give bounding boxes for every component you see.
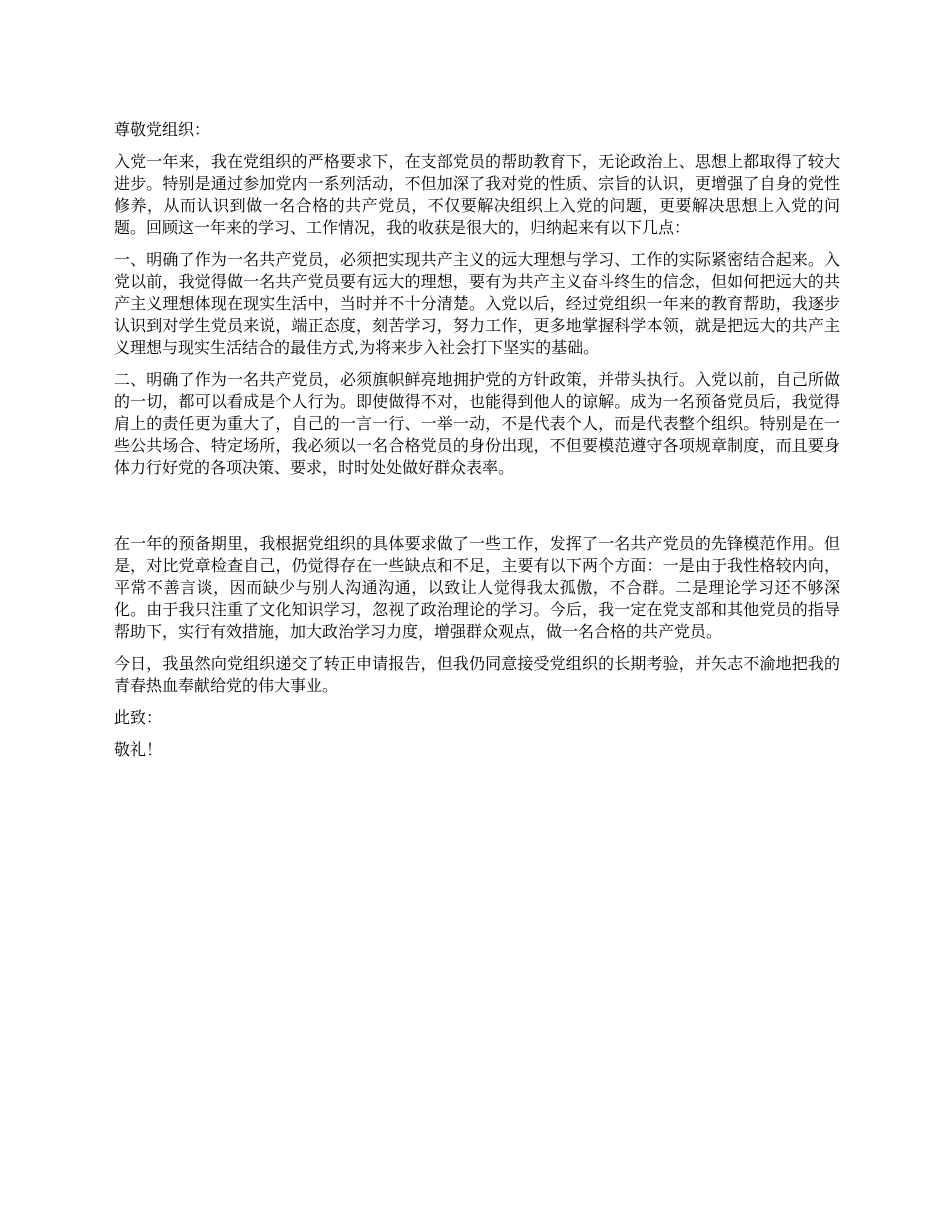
letter-body bbox=[114, 119, 840, 771]
paragraph-point-two: 二、明确了作为一名共产党员，必须旗帜鲜亮地拥护党的方针政策，并带头执行。入党以前，自己所做的一切，都可以看成是个人行为。即使做得不对，也能得到他人的谅解。成为一名预备党员后，我觉得肩上的责任更为重大了，自己的一言一行、一举一动，不是代表个人，而是代表整个组织。特别是在一些公共场合、特定场所，我必须以一名合格党员的身份出现，不但要模范遵守各项规章制度，而且要身体力行好党的各项决策、要求，时时处处做好群众表率。 bbox=[114, 370, 840, 477]
paragraph-self-review: 在一年的预备期里，我根据党组织的具体要求做了一些工作，发挥了一名共产党员的先锋模范作用。但是，对比党章检查自己，仍觉得存在一些缺点和不足，主要有以下两个方面：一是由于我性格较内向，平常不善言谈，因而缺少与别人沟通沟通，以致让人觉得我太孤傲，不合群。二是理论学习还不够深化。由于我只注重了文化知识学习，忽视了政治理论的学习。今后，我一定在党支部和其他党员的指导帮助下，实行有效措施，加大政治学习力度，增强群众观点，做一名合格的共产党员。 bbox=[114, 534, 840, 641]
paragraph-point-one: 一、明确了作为一名共产党员，必须把实现共产主义的远大理想与学习、工作的实际紧密结合起来。入党以前，我觉得做一名共产党员要有远大的理想，要有为共产主义奋斗终生的信念，但如何把远大的共产主义理想体现在现实生活中，当时并不十分清楚。入党以后，经过党组织一年来的教育帮助，我逐步认识到对学生党员来说，端正态度，刻苦学习，努力工作，更多地掌握科学本领，就是把远大的共产主义理想与现实生活结合的最佳方式,为将来步入社会打下坚实的基础。 bbox=[114, 250, 840, 357]
salutation: 尊敬党组织： bbox=[114, 120, 211, 139]
section-gap bbox=[114, 489, 840, 533]
paragraph-intro: 入党一年来，我在党组织的严格要求下，在支部党员的帮助教育下，无论政治上、思想上都取得了较大进步。特别是通过参加党内一系列活动，不但加深了我对党的性质、宗旨的认识，更增强了自身的党性修养，从而认识到做一名合格的共产党员，不仅要解决组织上入党的问题，更要解决思想上入党的问题。回顾这一年来的学习、工作情况，我的收获是很大的，归纳起来有以下几点： bbox=[114, 152, 840, 237]
paragraph-commitment: 今日，我虽然向党组织递交了转正申请报告，但我仍同意接受党组织的长期考验，并矢志不渝地把我的青春热血奉献给党的伟大事业。 bbox=[114, 654, 840, 695]
closing-salute: 敬礼！ bbox=[114, 740, 163, 759]
closing-line: 此致： bbox=[114, 708, 163, 727]
